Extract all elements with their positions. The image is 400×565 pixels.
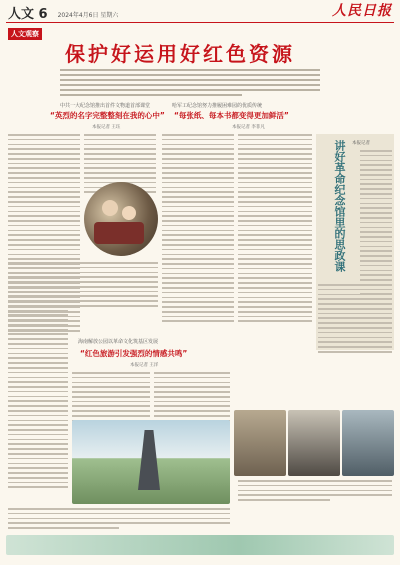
photo-2 xyxy=(288,410,340,476)
article3-byline: 本报记者 王洋 xyxy=(130,363,159,368)
article1-kicker: 中共一大纪念馆推出首件文物道首部课堂 xyxy=(60,103,151,109)
masthead-rule xyxy=(6,22,394,23)
photo-3 xyxy=(342,410,394,476)
sidebar-title: 讲好革命纪念馆里的思政课 xyxy=(333,140,346,272)
article1-subhead: “英烈的名字完整整刻在我的心中” xyxy=(50,111,165,120)
section-label: 人文 6 xyxy=(8,6,48,22)
article3-tail xyxy=(8,508,230,532)
article1-byline: 本报记者 王珏 xyxy=(92,125,121,130)
article2-column-1 xyxy=(162,134,234,325)
article2-kicker: 哈军工纪念馆努力推履困难园的优质传统 xyxy=(172,103,263,109)
article2-subhead: “每张纸、每本书都变得更加鲜活” xyxy=(174,111,289,120)
issue-date: 2024年4月6日 星期六 xyxy=(57,11,119,19)
page-headline: 保护好运用好红色资源 xyxy=(65,42,295,66)
article2-column-2 xyxy=(238,134,312,325)
section-tag: 人文观察 xyxy=(8,28,42,40)
article2-byline: 本报记者 李菲凡 xyxy=(232,125,265,130)
article3-kicker: 海南解放公园以革命文化筑基区发展 xyxy=(78,339,159,345)
article3-subhead: “红色旅游引发强烈的情感共鸣” xyxy=(80,349,188,358)
article3-column-1 xyxy=(8,300,68,491)
photo-caption-lines xyxy=(238,480,392,504)
footer-banner xyxy=(6,535,394,555)
newspaper-logo: 人民日报 xyxy=(332,3,392,19)
article3-photo xyxy=(72,420,230,504)
sidebar-author: 本报记者 xyxy=(352,141,370,146)
article1-photo xyxy=(84,182,158,256)
photo-1 xyxy=(234,410,286,476)
sidebar-text-2 xyxy=(318,284,392,356)
photo-strip xyxy=(234,410,394,476)
lead-paragraph xyxy=(60,69,320,99)
